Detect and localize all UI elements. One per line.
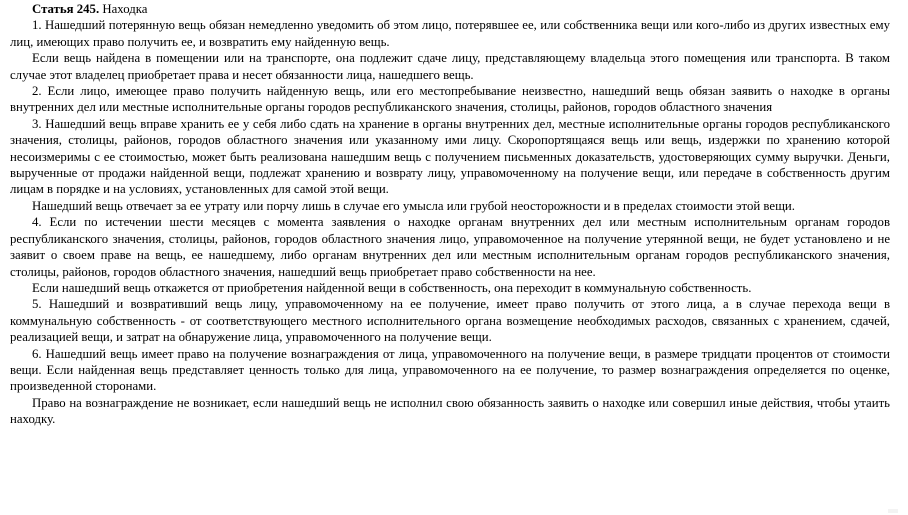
paragraph-4-continued: Если нашедший вещь откажется от приобретения найденной вещи в собственность, она переходит в коммунальную собственность. [32,280,752,295]
paragraph-3-continued: Нашедший вещь отвечает за ее утрату или порчу лишь в случае его умысла или грубой неосторожности и в пределах стоимости этой вещи. [32,198,795,213]
article-number: Статья 245. [32,2,100,16]
paragraph-1: 1. Нашедший потерянную вещь обязан немедленно уведомить об этом лицо, потерявшее ее, или собственника вещи или кого-либо из других известных ему лиц, имеющих право получить ее, и возвратить ему найденную вещь. [10,18,890,49]
article-document [10,1,890,428]
paragraph-3: 3. Нашедший вещь вправе хранить ее у себя либо сдать на хранение в органы внутренних дел, местные исполнительные органы городов республиканского значения, столицы, районов, городов областного значения или указанному ими лицу. Скоропортящаяся вещь или вещь, издержки по хранению которой несоизмеримы с ее стоимостью, может быть реализована нашедшим вещь с получением письменных доказательств, удостоверяющих сумму выручки. Деньги, вырученные от продажи найденной вещи, подлежат хранению и возврату лицу, управомоченному на получение вещи, или передаче в собственность другим лицам в порядке и на условиях, установленных для самой этой вещи. [10,116,890,197]
page-edge-marker [888,509,898,513]
paragraph-6: 6. Нашедший вещь имеет право на получение вознаграждения от лица, управомоченного на получение вещи, в размере тридцати процентов от стоимости вещи. Если найденная вещь представляет ценность только для лица, управомоченного на ее получение, то размер вознаграждения определяется по оценке, произведенной сторонами. [10,346,890,394]
paragraph-6-continued: Право на вознаграждение не возникает, если нашедший вещь не исполнил свою обязанность заявить о находке или совершил иные действия, чтобы утаить находку. [10,395,890,427]
paragraph-5: 5. Нашедший и возвративший вещь лицу, управомоченному на ее получение, имеет право получить от этого лица, а в случае перехода вещи в коммунальную собственность - от соответствующего местного исполнительного органа возмещение необходимых расходов, связанных с хранением, сдачей, реализацией вещи, и затрат на обнаружение лица, управомоченного на получение вещи. [10,297,890,345]
paragraph-1-continued: Если вещь найдена в помещении или на транспорте, она подлежит сдаче лицу, представляющему владельца этого помещения или транспорта. В таком случае этот владелец приобретает права и несет обязанности лица, нашедшего вещь. [10,51,890,82]
article-heading [10,1,890,17]
article-title: Находка [102,2,148,16]
paragraph-4: 4. Если по истечении шести месяцев с момента заявления о находке органам внутренних дел или местным исполнительным органам городов республиканского значения, столицы, районов, городов областного значения лицо, управомоченное на получение утерянной вещи, не будет установлено и не заявит о своем праве на вещь, ее нашедшему, либо органам внутренних дел или местным исполнительным органам городов республиканского значения, столицы, районов, городов областного значения, нашедший вещь приобретает право собственности на нее. [10,215,890,279]
paragraph-2: 2. Если лицо, имеющее право получить найденную вещь, или его местопребывание неизвестно, нашедший вещь обязан заявить о находке в органы внутренних дел или местные исполнительные органы городов республиканского значения, столицы, районов, городов областного значения [10,84,890,115]
